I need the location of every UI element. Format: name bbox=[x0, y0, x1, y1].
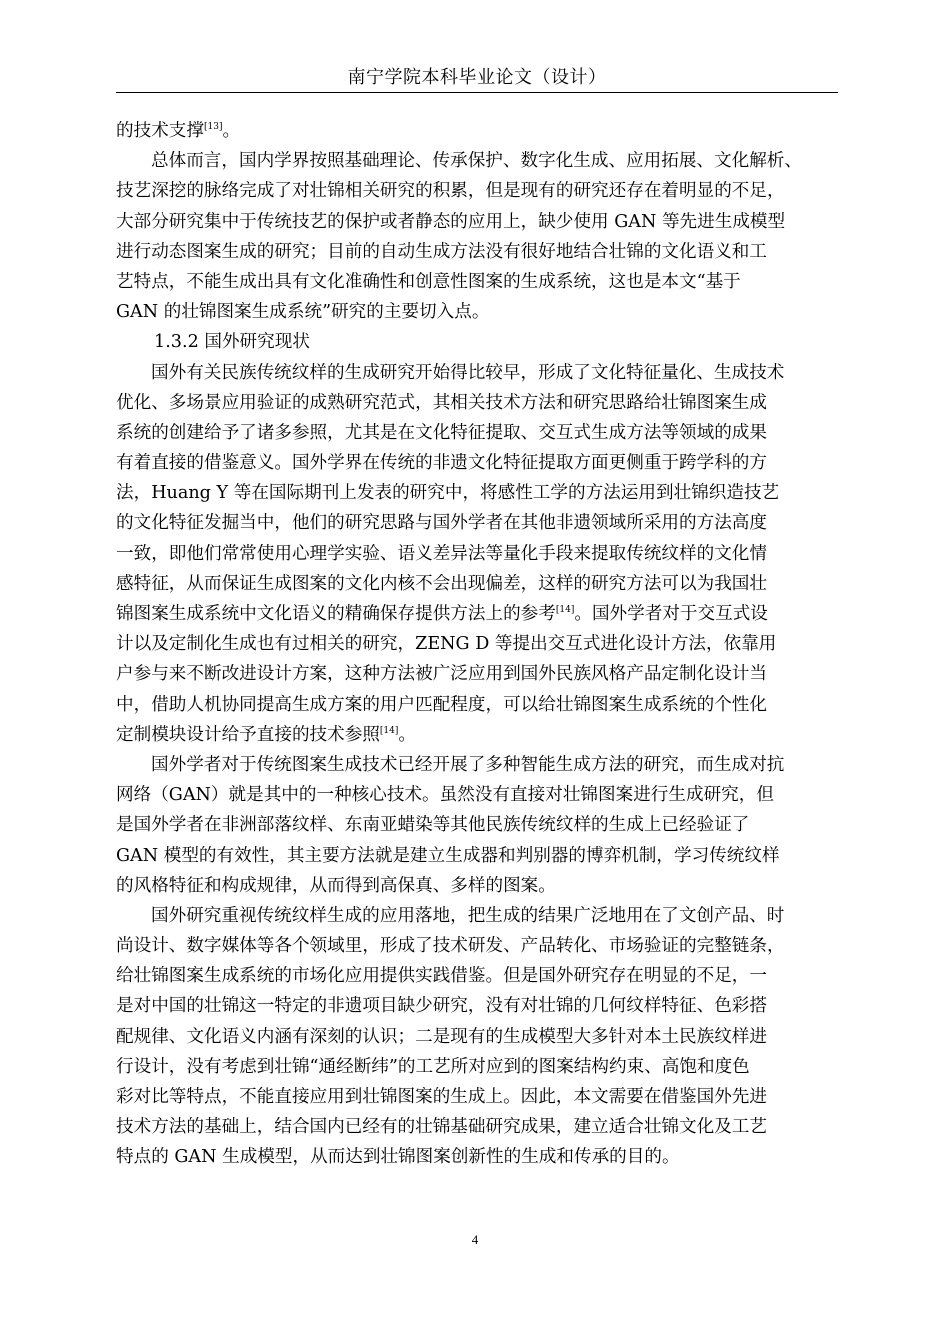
page-number: 4 bbox=[471, 1232, 479, 1247]
text-line: 是对中国的壮锦这一特定的非遗项目缺少研究，没有对壮锦的几何纹样特征、色彩搭 bbox=[116, 996, 767, 1017]
text-line: 的文化特征发掘当中，他们的研究思路与国外学者在其他非遗领域所采用的方法高度 bbox=[116, 513, 767, 534]
text-line: 进行动态图案生成的研究；目前的自动生成方法没有很好地结合壮锦的文化语义和工 bbox=[116, 241, 767, 262]
text-line: 技艺深挖的脉络完成了对壮锦相关研究的积累，但是现有的研究还存在着明显的不足， bbox=[116, 181, 785, 202]
citation-14: [14] bbox=[379, 725, 399, 736]
text-line: 特点的 GAN 生成模型，从而达到壮锦图案创新性的生成和传承的目的。 bbox=[116, 1147, 680, 1168]
citation-13: [13] bbox=[203, 122, 223, 132]
text-line: 户参与来不断改进设计方案，这种方法被广泛应用到国外民族风格产品定制化设计当 bbox=[116, 664, 767, 685]
text-line: 有着直接的借鉴意义。国外学界在传统的非遗文化特征提取方面更侧重于跨学科的方 bbox=[116, 453, 767, 474]
text-line: 彩对比等特点，不能直接应用到壮锦图案的生成上。因此，本文需要在借鉴国外先进 bbox=[116, 1087, 767, 1107]
text-line: 行设计，没有考虑到壮锦“通经断纬”的工艺所对应到的图案结构约束、高饱和度色 bbox=[116, 1056, 750, 1077]
text-line: 法，Huang Y 等在国际期刊上发表的研究中，将感性工学的方法运用到壮锦织造技艺 bbox=[116, 483, 780, 504]
text-line: 的风格特征和构成规律，从而得到高保真、多样的图案。 bbox=[116, 875, 556, 896]
text-line: 技术方法的基础上，结合国内已经有的壮锦基础研究成果，建立适合壮锦文化及工艺 bbox=[116, 1117, 767, 1138]
text-line: 系统的创建给予了诸多参照，尤其是在文化特征提取、交互式生成方法等领域的成果 bbox=[116, 422, 767, 443]
text-line: 给壮锦图案生成系统的市场化应用提供实践借鉴。但是国外研究存在明显的不足，一 bbox=[116, 966, 767, 987]
text-line: 中，借助人机协同提高生成方案的用户匹配程度，可以给壮锦图案生成系统的个性化 bbox=[116, 694, 767, 715]
section-heading: 1.3.2 国外研究现状 bbox=[154, 332, 310, 353]
page-header bbox=[116, 64, 838, 93]
header-title: 南宁学院本科毕业论文（设计） bbox=[347, 67, 607, 88]
text-line: 尚设计、数字媒体等各个领域里，形成了技术研发、产品转化、市场验证的完整链条， bbox=[116, 936, 785, 957]
text-line: 感特征，从而保证生成图案的文化内核不会出现偏差，这样的研究方法可以为我国壮 bbox=[116, 573, 767, 594]
text-line: 的技术支撑[13]。 bbox=[116, 121, 241, 141]
paragraph-start: 国外研究重视传统纹样生成的应用落地，把生成的结果广泛地用在了文创产品、时 bbox=[151, 905, 785, 926]
paragraph-start: 总体而言，国内学界按照基础理论、传承保护、数字化生成、应用拓展、文化解析、 bbox=[151, 151, 802, 172]
text-line: 配规律、文化语义内涵有深刻的认识；二是现有的生成模型大多针对本土民族纹样进 bbox=[116, 1026, 767, 1047]
text-line: 一致，即他们常常使用心理学实验、语义差异法等量化手段来提取传统纹样的文化情 bbox=[116, 543, 767, 564]
paragraph-start: 国外学者对于传统图案生成技术已经开展了多种智能生成方法的研究，而生成对抗 bbox=[151, 754, 785, 775]
text-line: GAN 模型的有效性，其主要方法就是建立生成器和判别器的博弈机制，学习传统纹样 bbox=[116, 845, 780, 866]
text-line: 是国外学者在非洲部落纹样、东南亚蜡染等其他民族传统纹样的生成上已经验证了 bbox=[116, 815, 750, 836]
text-line: 锦图案生成系统中文化语义的精确保存提供方法上的参考[14]。国外学者对于交互式设 bbox=[116, 604, 768, 624]
text-line: 大部分研究集中于传统技艺的保护或者静态的应用上，缺少使用 GAN 等先进生成模型 bbox=[116, 211, 786, 232]
body-text bbox=[116, 116, 840, 1173]
paragraph-start: 国外有关民族传统纹样的生成研究开始得比较早，形成了文化特征量化、生成技术 bbox=[151, 362, 785, 383]
text-line: GAN 的壮锦图案生成系统”研究的主要切入点。 bbox=[116, 302, 490, 323]
text-line: 艺特点，不能生成出具有文化准确性和创意性图案的生成系统，这也是本文“基于 bbox=[116, 271, 741, 292]
citation-14: [14] bbox=[555, 605, 575, 615]
text-line: 网络（GAN）就是其中的一种核心技术。虽然没有直接对壮锦图案进行生成研究，但 bbox=[116, 785, 774, 806]
text-line: 定制模块设计给予直接的技术参照[14]。 bbox=[116, 724, 417, 745]
text-line: 计以及定制化生成也有过相关的研究，ZENG D 等提出交互式进化设计方法，依靠用 bbox=[116, 634, 777, 655]
text-line: 优化、多场景应用验证的成熟研究范式，其相关技术方法和研究思路给壮锦图案生成 bbox=[116, 392, 767, 413]
